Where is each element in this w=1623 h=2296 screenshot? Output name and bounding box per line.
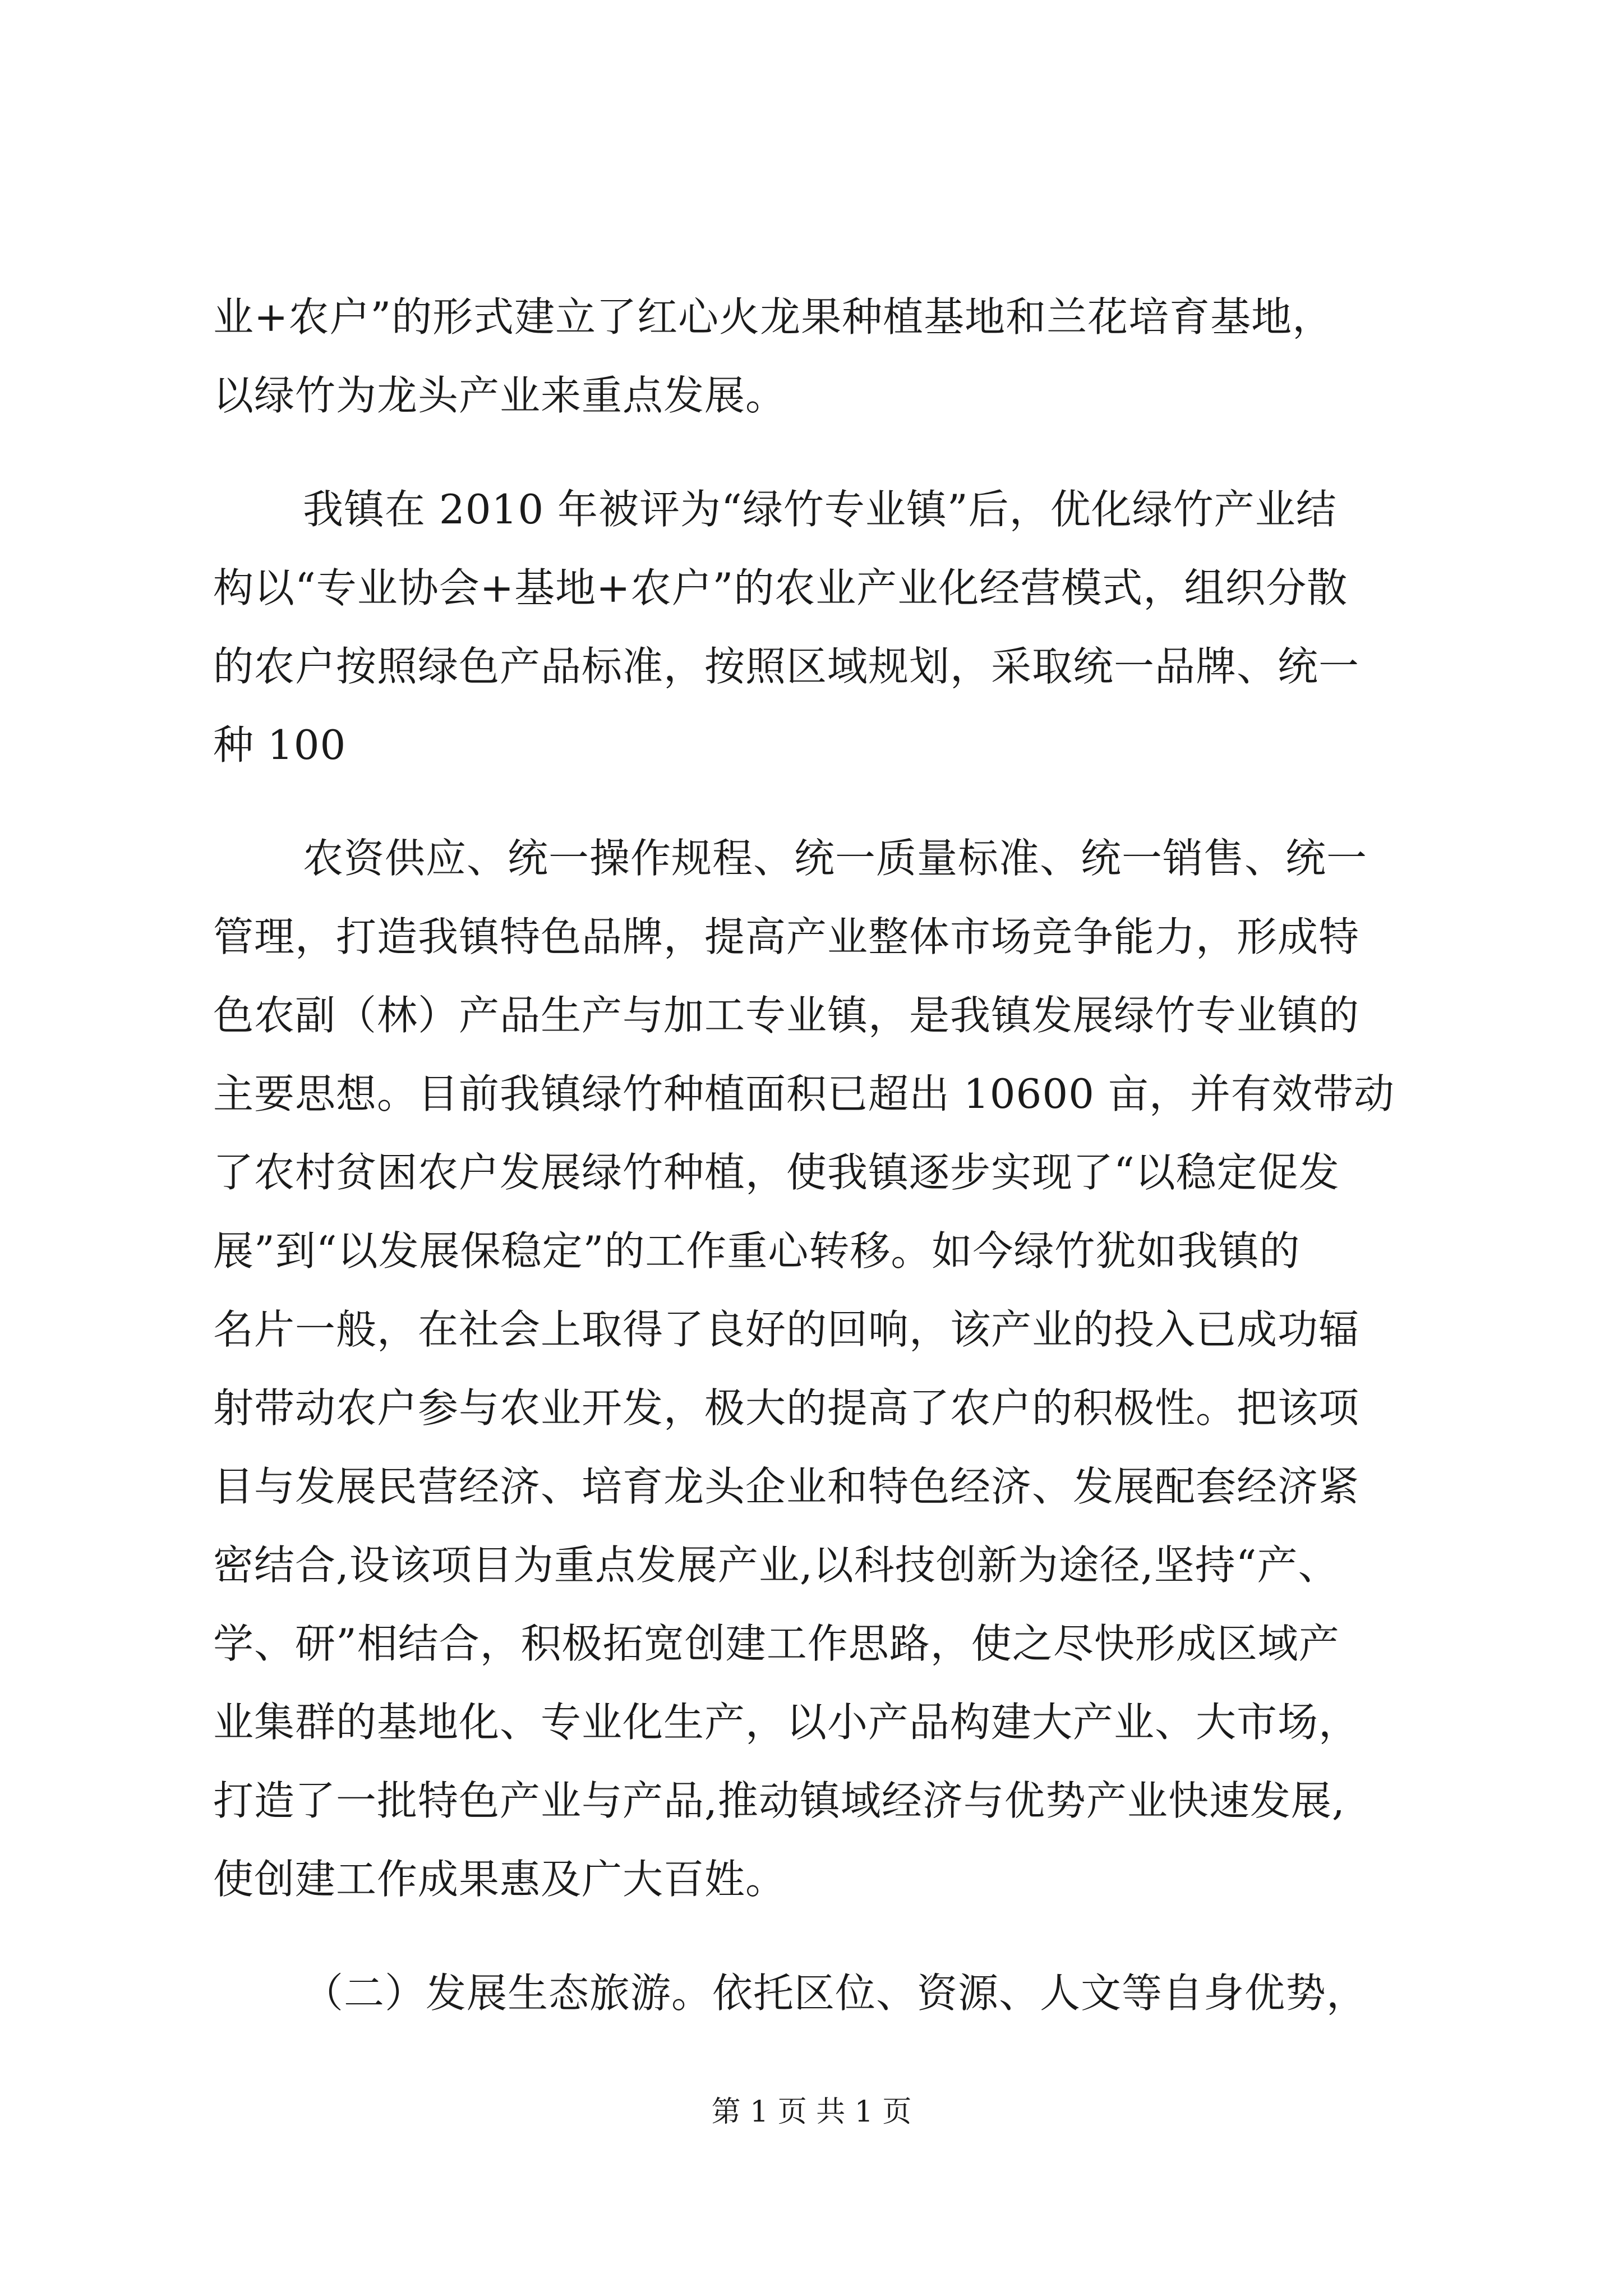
text-line: （二）发展生态旅游。依托区位、资源、人文等自身优势， xyxy=(303,1970,1368,2017)
text-line: 的农户按照绿色产品标准，按照区域规划，采取统一品牌、统一 xyxy=(213,643,1360,690)
text-line: 农资供应、统一操作规程、统一质量标准、统一销售、统一 xyxy=(303,835,1368,882)
text-line: 使创建工作成果惠及广大百姓。 xyxy=(213,1856,787,1903)
page-number-footer: 第 1 页 共 1 页 xyxy=(711,2095,912,2129)
text-line: 打造了一批特色产业与产品,推动镇域经济与优势产业快速发展, xyxy=(213,1777,1345,1824)
text-line: 主要思想。目前我镇绿竹种植面积已超出 10600 亩，并有效带动 xyxy=(213,1070,1395,1117)
text-line: 目与发展民营经济、培育龙头企业和特色经济、发展配套经济紧 xyxy=(213,1463,1360,1510)
text-line: 以绿竹为龙头产业来重点发展。 xyxy=(213,372,787,419)
text-line: 业集群的基地化、专业化生产，以小产品构建大产业、大市场， xyxy=(213,1699,1360,1746)
text-line: 业+农户”的形式建立了红心火龙果种植基地和兰花培育基地， xyxy=(213,293,1334,341)
text-line: 管理，打造我镇特色品牌，提高产业整体市场竞争能力，形成特 xyxy=(213,913,1360,960)
text-line: 学、研”相结合，积极拓宽创建工作思路，使之尽快形成区域产 xyxy=(213,1620,1340,1667)
text-line: 了农村贫困农户发展绿竹种植，使我镇逐步实现了“以稳定促发 xyxy=(213,1149,1340,1196)
text-line: 我镇在 2010 年被评为“绿竹专业镇”后，优化绿竹产业结 xyxy=(303,486,1337,533)
text-line: 射带动农户参与农业开发，极大的提高了农户的积极性。把该项 xyxy=(213,1384,1360,1432)
text-line: 色农副（林）产品生产与加工专业镇，是我镇发展绿竹专业镇的 xyxy=(213,992,1360,1039)
text-line: 名片一般，在社会上取得了良好的回响，该产业的投入已成功辐 xyxy=(213,1306,1360,1353)
text-line: 密结合,设该项目为重点发展产业,以科技创新为途径,坚持“产、 xyxy=(213,1542,1339,1589)
text-line: 展”到“以发展保稳定”的工作重心转移。如今绿竹犹如我镇的 xyxy=(213,1227,1301,1274)
text-line: 构以“专业协会+基地+农户”的农业产业化经营模式，组织分散 xyxy=(213,564,1348,611)
text-line: 种 100 xyxy=(213,721,347,769)
